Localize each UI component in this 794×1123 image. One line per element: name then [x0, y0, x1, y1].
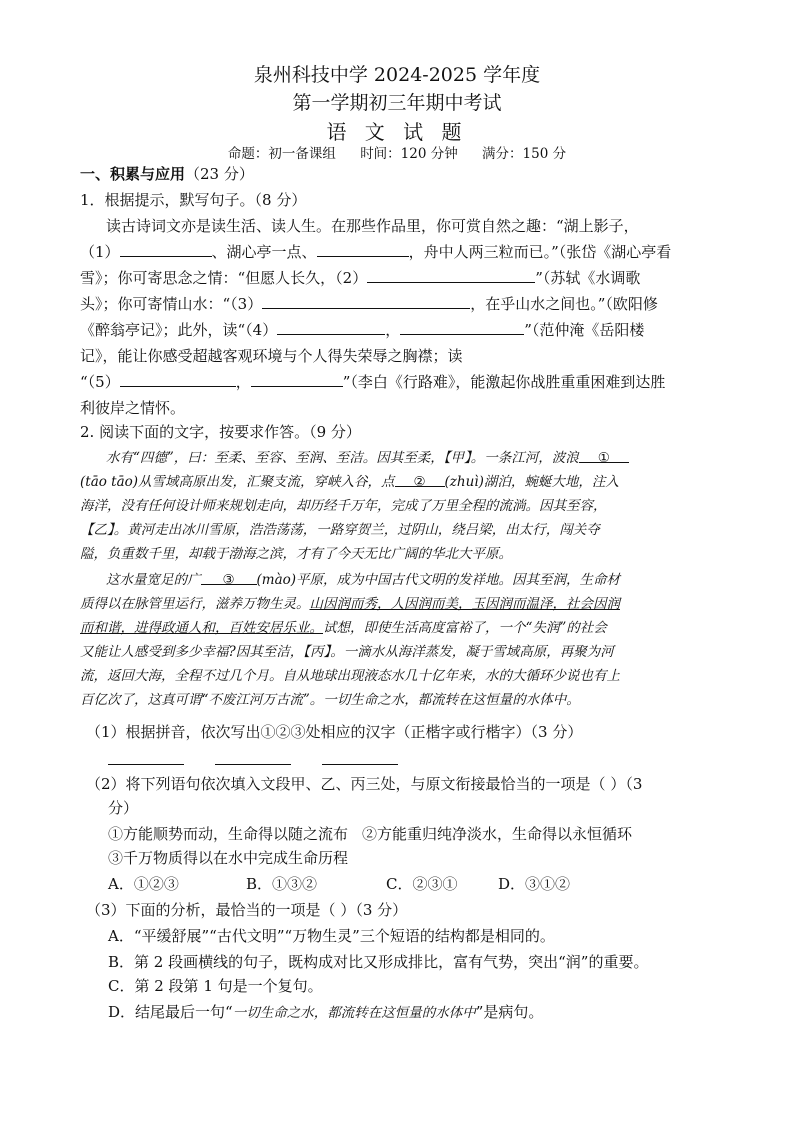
choice-d[interactable]: D．③①②: [498, 875, 571, 893]
exam-meta: [0, 142, 794, 162]
marker-blank-2[interactable]: ②: [395, 470, 445, 487]
subject-title: 语 文 试 题: [326, 120, 468, 144]
answer-blank[interactable]: [108, 763, 184, 765]
sub-question-3: （3）下面的分析，最恰当的一项是（ ）（3 分）: [86, 901, 408, 919]
passage-line: 水有“四德”，曰：至柔、至容、至润、至洁。因其至柔，【甲】。一条江河，波浪 ①: [80, 446, 746, 470]
answer-blank[interactable]: [322, 763, 398, 765]
answer-choices: [108, 872, 748, 896]
q1-prompt: 1．根据提示，默写句子。（8 分）: [80, 191, 307, 209]
q1-line: 读古诗词文亦是读生活、读人生。在那些作品里，你可赏自然之趣：“湖上影子，: [106, 217, 639, 235]
answer-blank[interactable]: [215, 763, 291, 765]
marker-blank-3[interactable]: ③: [201, 568, 257, 585]
answer-blank[interactable]: [120, 370, 236, 387]
q1-line: 利彼岸之情怀。: [80, 399, 186, 417]
answer-blank[interactable]: [317, 240, 409, 257]
score-info: 满分：150 分: [482, 146, 567, 162]
q1-line: 头》；你可寄情山水：“（3） ，在乎山水之间也。”（欧阳修: [80, 292, 720, 316]
passage-line: 百亿次了，这真可谓“不废江河万古流”。一切生命之水，都流转在这恒量的水体中。: [80, 692, 580, 708]
passage-line: 而和谐，进得政通人和，百姓安居乐业。试想，即使生活高度富裕了，一个“失润”的社会: [80, 620, 607, 636]
choice-b[interactable]: B．①③②: [246, 875, 318, 893]
sub-question-1: （1）根据拼音，依次写出①②③处相应的汉字（正楷字或行楷字）（3 分）: [86, 723, 583, 741]
q1-line: （1） 、湖心亭一点、 ，舟中人两三粒而已。”（张岱《湖心亭看: [80, 240, 720, 264]
choice-b[interactable]: B．第 2 段画横线的句子，既构成对比又形成排比，富有气势，突出“润”的重要。: [108, 953, 649, 971]
sentence-options: ①方能顺势而动，生命得以随之流布 ②方能重归纯净淡水，生命得以永恒循环: [108, 825, 633, 843]
school-title: 泉州科技中学 2024-2025 学年度: [253, 64, 541, 86]
sub-question-2: （2）将下列语句依次填入文段甲、乙、丙三处，与原文衔接最恰当的一项是（ ）（3: [86, 775, 643, 793]
time-info: 时间：120 分钟: [360, 146, 458, 162]
passage-line: 海洋，没有任何设计师来规划走向，却历经千万年，完成了万里全程的流淌。因其至容，: [80, 498, 607, 514]
section-heading: 一、积累与应用（23 分）: [80, 165, 254, 183]
passage-line: 这水量宽足的广 ③ (mào)平原，成为中国古代文明的发祥地。因其至润，生命材: [80, 568, 746, 592]
exam-title: 第一学期初三年期中考试: [292, 92, 502, 114]
choice-a[interactable]: A．①②③: [108, 875, 179, 893]
sub-question-2-cont: 分）: [108, 799, 139, 817]
answer-blank[interactable]: [400, 318, 524, 335]
passage-line: 又能让人感受到多少幸福?因其至洁，【丙】。一滴水从海洋蒸发，凝于雪域高原，再聚为河: [80, 644, 614, 660]
underlined-sentence: 而和谐，进得政通人和，百姓安居乐业。: [80, 620, 323, 636]
q1-line: 《醉翁亭记》；此外，读“（4） ， ”（范仲淹《岳阳楼: [80, 318, 720, 342]
underlined-sentence: 山因润而秀，人因润而美，玉因润而温泽，社会因润: [309, 596, 620, 612]
q1-line: 雪》；你可寄思念之情：“但愿人长久，（2） ”（苏轼《水调歌: [80, 266, 720, 290]
choice-d[interactable]: D．结尾最后一句“一切生命之水，都流转在这恒量的水体中”是病句。: [108, 1003, 544, 1021]
marker-blank-1[interactable]: ①: [579, 446, 629, 463]
passage-line: 【乙】。黄河走出冰川雪原，浩浩荡荡，一路穿贺兰，过阴山，绕吕梁，出太行，闯关夺: [80, 522, 600, 538]
passage-line: 隘，负重数千里，却载于渤海之滨，才有了今天无比广阔的华北大平原。: [80, 546, 512, 562]
sentence-option: ③千万物质得以在水中完成生命历程: [108, 849, 349, 867]
answer-blank[interactable]: [262, 292, 470, 309]
q1-line: 记》，能让你感受超越客观环境与个人得失荣辱之胸襟；读: [80, 347, 463, 365]
author-info: 命题：初一备课组: [227, 146, 336, 162]
answer-blanks-row: [108, 748, 748, 772]
choice-c[interactable]: C．②③①: [386, 875, 458, 893]
choice-c[interactable]: C．第 2 段第 1 句是一个复句。: [108, 977, 323, 995]
answer-blank[interactable]: [251, 370, 343, 387]
choice-a[interactable]: A．“平缓舒展”“古代文明”“万物生灵”三个短语的结构都是相同的。: [108, 927, 555, 945]
answer-blank[interactable]: [277, 318, 385, 335]
q1-line: “（5） ， ”（李白《行路难》，能激起你战胜重重困难到达胜: [80, 370, 720, 394]
q2-prompt: 2. 阅读下面的文字，按要求作答。（9 分）: [80, 423, 361, 441]
answer-blank[interactable]: [367, 266, 535, 283]
passage-line: 流，返回大海，全程不过几个月。自从地球出现液态水几十亿年来，水的大循环少说也有上: [80, 668, 620, 684]
answer-blank[interactable]: [120, 240, 212, 257]
passage-line: (tāo tāo)从雪域高原出发，汇聚支流，穿峡入谷，点 ② (zhuì)湖泊，蜿蜒大地，注入: [80, 470, 720, 494]
passage-line: 质得以在脉管里运行，滋养万物生灵。山因润而秀，人因润而美，玉因润而温泽，社会因润: [80, 596, 620, 612]
